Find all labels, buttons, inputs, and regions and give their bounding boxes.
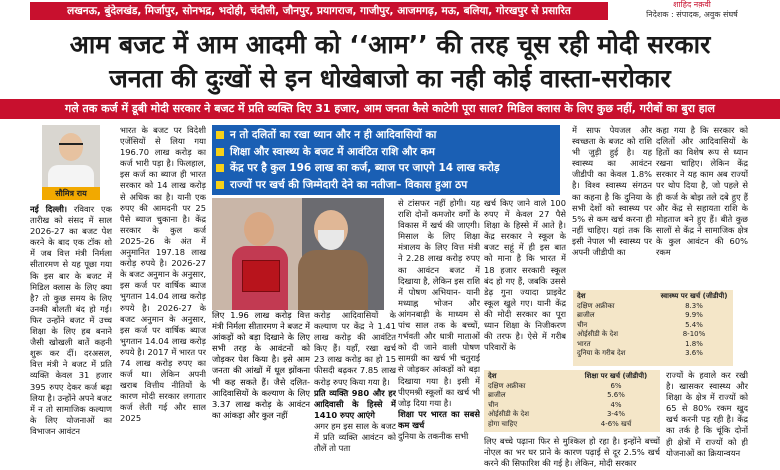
table-row: होगा चाहिए 4-6% खर्च [488,419,632,428]
glasses-icon [59,143,83,150]
table-header: देश स्वास्थ्य पर खर्च (जीडीपी) [577,292,728,300]
table-row: भारत 1.8% [577,339,703,348]
highlight-item: राज्यों पर खर्च की जिम्मेदारी देने का नतीजा– विकास हुआ ठप [216,177,556,194]
headline-line-1: आम बजट में आम आदमी को ‘‘आम’’ की तरह चूस रही मोदी सरकार [69,30,711,59]
article-column-5 [398,198,480,470]
highlight-item: केंद्र पर है कुल 196 लाख का कर्ज, ब्याज पर जाएगे 14 लाख करोड़ [216,160,556,177]
table-row: ब्राजील 9.9% [577,311,703,320]
finance-minister-face [244,212,274,246]
photo-caption-text: लिए 1.96 लाख करोड़ वित्त मंत्री निर्मला सीतारमण ने बजट में आंकड़ों को बड़ा दिखाने के लिए सभी तरह के आवंटनों को जोड़कर पेश किया है। इसे आम जनता की आंखों में धूल झोंकना भी कह सकते हैं। जैसे दलित-आदिवासियों के कल्याण के लिए 3.37 लाख करोड़ के आवंटन का आंकड़ा और कुल नहीं [212,310,310,420]
distribution-cities-strip: लखनऊ, बुंदेलखंड, मिर्जापुर, सोनभद्र, भदोही, चंदौली, जौनपुर, प्रयागराज, गाजीपुर, आजमगढ़, मऊ, बलिया, गोरखपुर से प्रसारित [30,2,608,20]
top-bar [0,0,780,22]
column-4-text: करोड़ आदिवासियों के कल्याण पर केंद्र ने 1.41 लाख करोड़ की आवंटित किए हैं। यहाँ, रखा खर्च 23 लाख करोड़ का हो 15 फीसदी बढ़कर 7.85 लाख करोड़ रुपए किया गया है। [314,310,396,387]
table-row: दुनिया के गरीब देश 3.6% [577,349,703,358]
editor-name: शाहिद नक़वी [673,0,711,9]
column-1-text: रविवार एक तारीख को संसद में साल 2026-27 का बजट पेश करने के बाद एक टॉक शो में जब वित्त मंत्री निर्मला सीतारमण से यह पूछा गया कि इस बार के बजट में मिडिल क्लास के लिए क्या है? तो कुछ समय के लिए उनकी बोलती बंद हो गई। फिर उन्होंने बजट में उच्च शिक्षा के लिए हब बनाने जैसी खोखली बातें कहनी शुरू कर दीं। दरअसल, वित्त मंत्री ने बजट में प्रति व्यक्ति केवल 31 हजार 395 रुपए देकर कर्ज बढ़ा लिया है। उन्होंने अपने बजट में न तो सामाजिक कल्याण के लिए योजनाओं का विभाजन आवंटन [30,204,112,436]
article-column-4 [314,310,396,470]
article-column-1 [30,204,112,470]
editor-credit [612,0,772,22]
table-row: ओईसीडी के देश 3-4% [488,410,626,419]
table-row: दक्षिण अफ्रीका 6% [488,382,622,390]
bullet-square-icon [216,148,224,156]
dateline: नई दिल्ली। [30,204,67,214]
article-column-6: खर्च किए जाने वाले 100 रुपए में केवल 27 पैसे शिक्षा के हिस्से में आते है। केंद्र सरकार ने स्कूल के बजट सहूं में ही इस बात को माना है कि भारत में 18 हजार सरकारी स्कूल बंद हो गए हैं, जबकि उससे डेढ़ गुना ज्यादा प्राइवेट स्कूल खुले गए। यानी केंद्र की मोदी सरकार का पूरा ध्यान शिक्षा के निजीकरण की तरफ है। ऐसे में गरीब परिवारों के [484,198,566,353]
author-byline: सौमित्र राय [42,187,100,200]
editor-title: निदेशक : संपादक, अवुक संघर्ष [646,10,738,19]
prime-minister-figure [298,250,368,310]
article-column-2: भारत के बजट पर विदेशी एजेंसियों से लिया गया 196.70 लाख करोड़ का कर्ज भारी पड़ा है। फिलहाल, इस कर्ज का ब्याज ही भारत सरकार को 14 लाख करोड़ से अधिक का है। यानी एक रुपए की आमदनी पर 25 पैसे ब्याज चुकाना है। केंद्र सरकार के कुल कर्ज 2025-26 के अंत में अनुमानित 197.18 लाख करोड़ रुपये है। 2026-27 के बजट अनुमान के अनुसार, इस कर्ज पर वार्षिक ब्याज भुगतान 14.04 लाख करोड़ रुपये है। 2026-27 के बजट अनुमान के अनुसार, इस कर्ज पर वार्षिक ब्याज भुगतान 14.04 लाख करोड़ रुपये है। 2017 में भारत पर 74 लाख करोड़ रुपए का कर्ज था। लेकिन अपनी खराब वित्तीय नीतियों के कारण मोदी सरकार लगातार कर्ज लेती गई और साल 2025 [120,125,206,424]
column-5-subheading: शिक्षा पर भारत का सबसे कम खर्च [398,408,480,430]
table-row: दक्षिण अफ्रीका 8.3% [577,302,703,310]
article-column-7: में साफ पेयजल और स्वच्छता के बजट को राशि भी जुड़ी हुई है। यह स्वास्थ्य का आवंटन जीडीपी का केवल 1.8% है। विश्व स्वास्थ्य संगठन का कहना है कि दुनिया के सभी देशों को स्वास्थ्य पर 5% से कम खर्च करना ही नहीं चाहिए। यहां तक कि इसी नेपाल भी स्वास्थ्य पर अपनी जीडीपी का [572,125,652,258]
highlight-item: न तो दलितों का रखा ध्यान और न ही आदिवासियों का [216,127,556,144]
budget-tablet-icon [242,260,280,292]
health-spending-table [573,290,733,366]
budget-news-photo [212,198,384,310]
article-column-6-continued: लिए बच्चे पढ़ाना फिर से मुश्किल हो रहा है। इन्होंने बच्चों नोएल का भर घर प्राने के कारण पढ़ाई से दूर 2.5% खर्च करने की सिफारिश की गई है। लेकिन, मोदी सरकार [484,436,660,469]
subheadline-banner: गले तक कर्ज में डूबी मोदी सरकार ने बजट में प्रति व्यक्ति दिए 31 हजार, आम जनता कैसे काटेगी पूरा साल? मिडिल क्लास के लिए कुछ नहीं, गरीबों का बुरा हाल [0,99,780,119]
column-4-subheading: प्रति व्यक्ति 980 और हर आदिवासी के हिस्से में 1410 रुपए आएंगे [314,387,396,420]
article-column-8: कहा गया है कि सरकार को दलितों और आदिवासियों के हितों का विशेष रूप से ध्यान रखना चाहिए। लेकिन केंद्र सरकार ने यह काम अब राज्यों पर थोप दिया है, जो पहले से ही कर्ज के बोझ तले दबे हुए हैं और केंद्र से सहायता राशि के मोहताज बने हुए हैं। बीते कुछ सालों से केंद्र ने सामाजिक क्षेत्र के कुल आवंटन की 60% रकम [656,125,748,258]
author-shirt-shape [48,165,94,187]
author-photo [42,125,100,187]
table-row: ओईसीडी के देश 8-10% [577,330,706,339]
table-row: चीन 5.4% [577,320,703,329]
column-4-text-b: अगर हम इस साल के बजट में प्रति व्यक्ति आवंटन को तौलें तो पता [314,420,396,454]
table-header: देश शिक्षा पर खर्च (जीडीपी) [488,372,648,380]
bullet-square-icon [216,164,224,172]
column-5-text-b: दुनिया के तकनीक सभी [398,430,469,441]
highlight-item: शिक्षा और स्वास्थ्य के बजट में आवंटित राशि और कम [216,144,556,161]
education-spending-table [484,370,660,432]
bullet-square-icon [216,131,224,139]
prime-minister-beard [318,230,344,250]
table-row: चीन 4% [488,400,622,409]
table-row: ब्राजील 5.6% [488,391,625,400]
highlights-box [212,125,560,195]
headline-line-2: जनता की दुःखों से इन धोखेबाजो का नही कोई वास्ता-सरोकार [109,64,671,93]
article-column-8-continued: राज्यों के हवाले कर रखी है। खासकर स्वास्थ्य और शिक्षा के क्षेत्र में राज्यों को 65 से 80% रकम खुद खर्च करनी पड़ रही है। केंद्र का तर्क है कि चूंकि दोनों ही क्षेत्रों में राज्यों को ही योजनाओं का क्रियान्वयन [666,370,748,458]
bullet-square-icon [216,181,224,189]
column-5-text: से टांसफर नहीं होगी। यह राशि दोनों कमजोर वर्गों के विकास में खर्च की जाएगी। मिसाल के लिए शिक्षा मंत्रालय के लिए वित्त मंत्री ने 2.28 लाख करोड़ रुपए का आवंटन बजट में दिखाया है, लेकिन इस राशि में पोषण अभियान- यानी मध्याह्न भोजन और आंगनबाड़ी के माध्यम से पांच साल तक के बच्चों, गर्भवती और धात्री माताओं को दी जाने वाली पोषण सामग्री का खर्च भी चतुराई से जोड़कर आंकड़ों को बड़ा दिखाया गया है। इसी में पीएमश्री स्कूलों का खर्च भी जोड़ दिया गया है। [398,198,480,408]
